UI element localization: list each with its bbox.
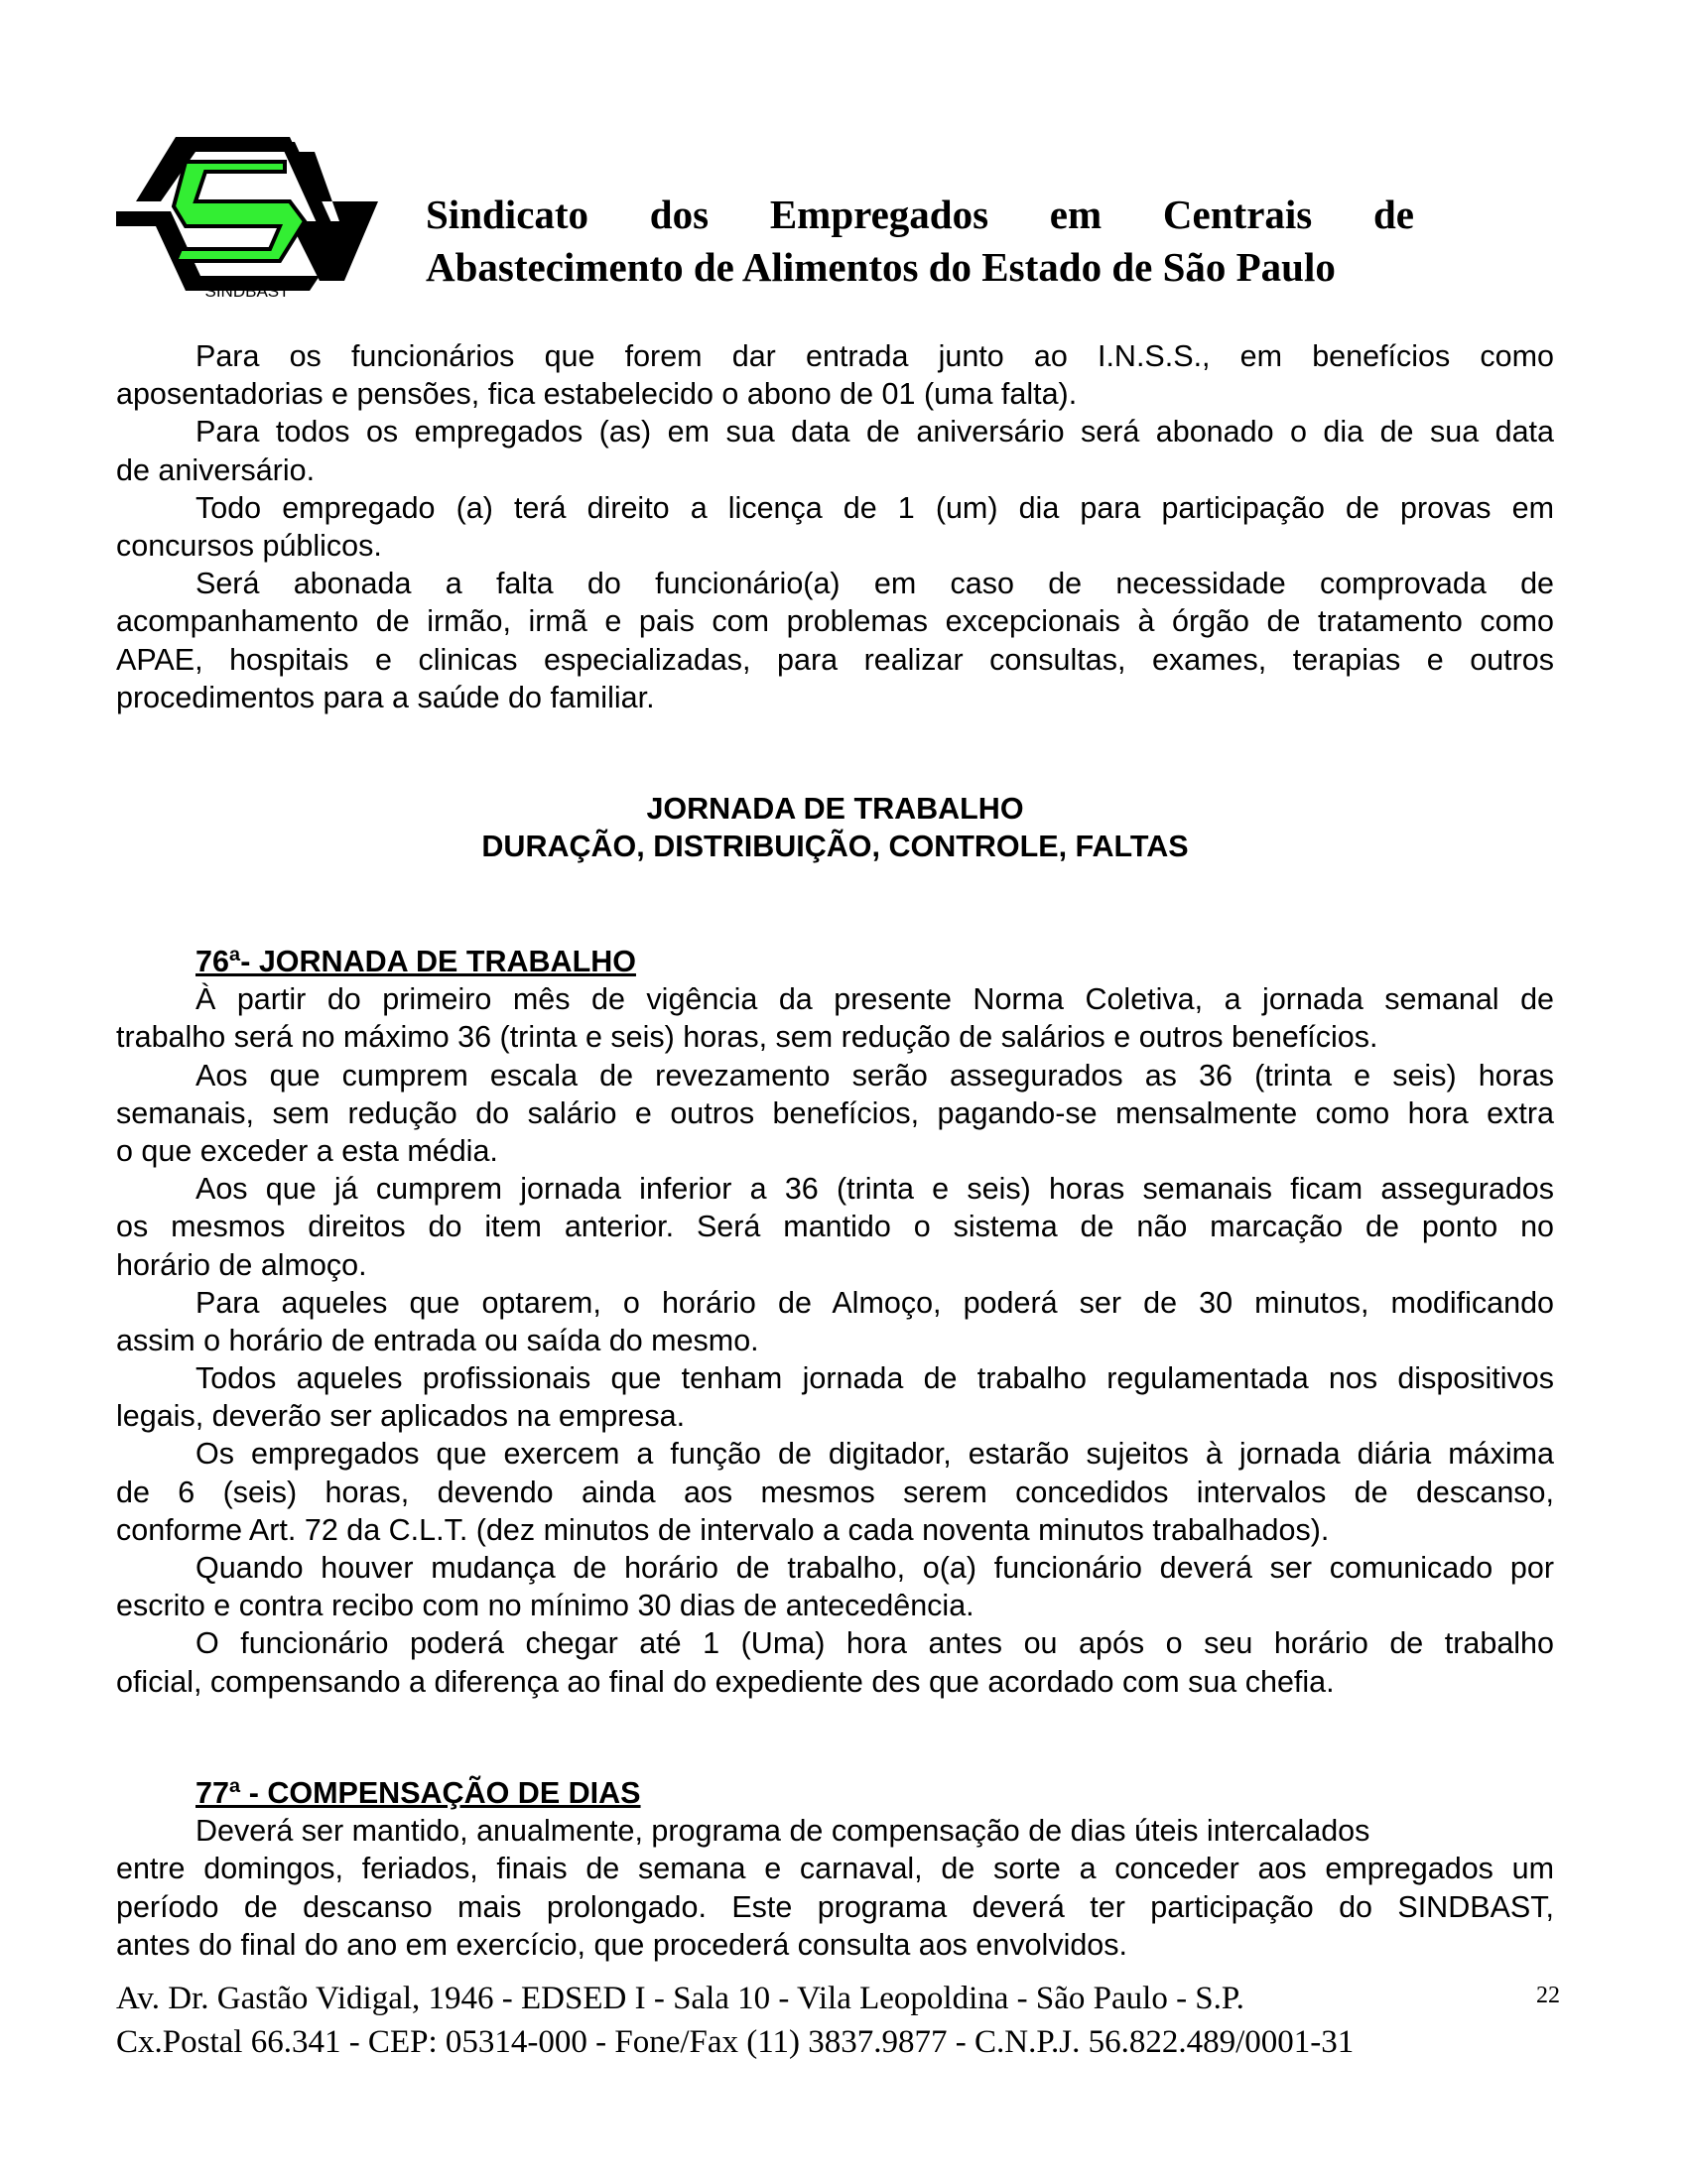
paragraph-line: acompanhamento de irmão, irmã e pais com problemas excepcionais à órgão de tratamento como (116, 604, 1554, 639)
chapter-subtitle: DURAÇÃO, DISTRIBUIÇÃO, CONTROLE, FALTAS (481, 830, 1189, 864)
paragraph-line: Será abonada a falta do funcionário(a) em caso de necessidade comprovada de (195, 567, 1554, 601)
paragraph-line: semanais, sem redução do salário e outros benefícios, pagando-se mensalmente como hora extra (116, 1095, 1554, 1130)
paragraph-line: os mesmos direitos do item anterior. Será mantido o sistema de não marcação de ponto no (116, 1210, 1554, 1244)
section-76 (116, 943, 1554, 1701)
paragraph-line: assim o horário de entrada ou saída do mesmo. (116, 1323, 759, 1357)
footer-contact: Cx.Postal 66.341 - CEP: 05314-000 - Fone/Fax (11) 3837.9877 - C.N.P.J. 56.822.489/0001-31 (116, 2024, 1355, 2060)
paragraph-line: oficial, compensando a diferença ao final do expediente des que acordado com sua chefia. (116, 1664, 1335, 1699)
paragraph-line: APAE, hospitais e clinicas especializadas, para realizar consultas, exames, terapias e outros (116, 642, 1554, 677)
section-77 (116, 1774, 1554, 1964)
paragraph-line: O funcionário poderá chegar até 1 (Uma) hora antes ou após o seu horário de trabalho (195, 1626, 1554, 1661)
chapter-title: JORNADA DE TRABALHO (646, 792, 1024, 826)
paragraph-line: Todo empregado (a) terá direito a licença de 1 (um) dia para participação de provas em (195, 490, 1554, 525)
paragraph-line: Todos aqueles profissionais que tenham jornada de trabalho regulamentada nos dispositivos (195, 1361, 1554, 1396)
sindbast-logo (116, 132, 378, 301)
paragraph-line: horário de almoço. (116, 1247, 367, 1282)
paragraph-line: Para aqueles que optarem, o horário de Almoço, poderá ser de 30 minutos, modificando (195, 1285, 1554, 1320)
paragraph-line: de aniversário. (116, 452, 316, 487)
paragraph-line: conforme Art. 72 da C.L.T. (dez minutos de intervalo a cada noventa minutos trabalhados). (116, 1512, 1330, 1547)
paragraph-line: concursos públicos. (116, 528, 382, 563)
paragraph-line: escrito e contra recibo com no mínimo 30 dias de antecedência. (116, 1589, 974, 1623)
paragraph-line: Os empregados que exercem a função de digitador, estarão sujeitos à jornada diária máxima (195, 1437, 1554, 1472)
section-77-title: 77ª - COMPENSAÇÃO DE DIAS (195, 1776, 641, 1810)
paragraph-line: Para todos os empregados (as) em sua data de aniversário será abonado o dia de sua data (195, 415, 1554, 450)
paragraph-line: legais, deverão ser aplicados na empresa. (116, 1399, 686, 1434)
paragraph-line: de 6 (seis) horas, devendo ainda aos mesmos serem concedidos intervalos de descanso, (116, 1475, 1554, 1509)
paragraph-line: Para os funcionários que forem dar entrada junto ao I.N.S.S., em benefícios como (195, 339, 1554, 373)
chapter-heading (116, 790, 1554, 865)
paragraph-line: antes do final do ano em exercício, que procederá consulta aos envolvidos. (116, 1927, 1127, 1962)
paragraph-line: Deverá ser mantido, anualmente, programa de compensação de dias úteis intercalados (195, 1814, 1370, 1849)
section-76-title: 76ª- JORNADA DE TRABALHO (195, 945, 636, 978)
paragraph-line: o que exceder a esta média. (116, 1133, 498, 1168)
union-name-line1: Sindicato dos Empregados em Centrais de (426, 192, 1414, 237)
paragraph-line: procedimentos para a saúde do familiar. (116, 680, 655, 714)
union-name-line2: Abastecimento de Alimentos do Estado de São Paulo (426, 244, 1336, 290)
paragraph-line: período de descanso mais prolongado. Este programa deverá ter participação do SINDBAST, (116, 1889, 1554, 1924)
paragraph-line: aposentadorias e pensões, fica estabelecido o abono de 01 (uma falta). (116, 377, 1078, 412)
svg-text:SINDBAST: SINDBAST (204, 282, 290, 301)
paragraph-line: À partir do primeiro mês de vigência da presente Norma Coletiva, a jornada semanal de (195, 982, 1554, 1017)
intro-section (116, 337, 1554, 716)
footer-address: Av. Dr. Gastão Vidigal, 1946 - EDSED I - Sala 10 - Vila Leopoldina - São Paulo - S.P. (116, 1981, 1244, 2016)
paragraph-line: entre domingos, feriados, finais de semana e carnaval, de sorte a conceder aos empregados um (116, 1852, 1554, 1886)
paragraph-line: trabalho será no máximo 36 (trinta e seis) horas, sem redução de salários e outros benefícios. (116, 1020, 1378, 1055)
paragraph-line: Quando houver mudança de horário de trabalho, o(a) funcionário deverá ser comunicado por (195, 1551, 1554, 1585)
paragraph-line: Aos que cumprem escala de revezamento serão assegurados as 36 (trinta e seis) horas (195, 1058, 1554, 1092)
page-number: 22 (1536, 1983, 1560, 2008)
paragraph-line: Aos que já cumprem jornada inferior a 36 (trinta e seis) horas semanais ficam assegurados (195, 1172, 1554, 1207)
